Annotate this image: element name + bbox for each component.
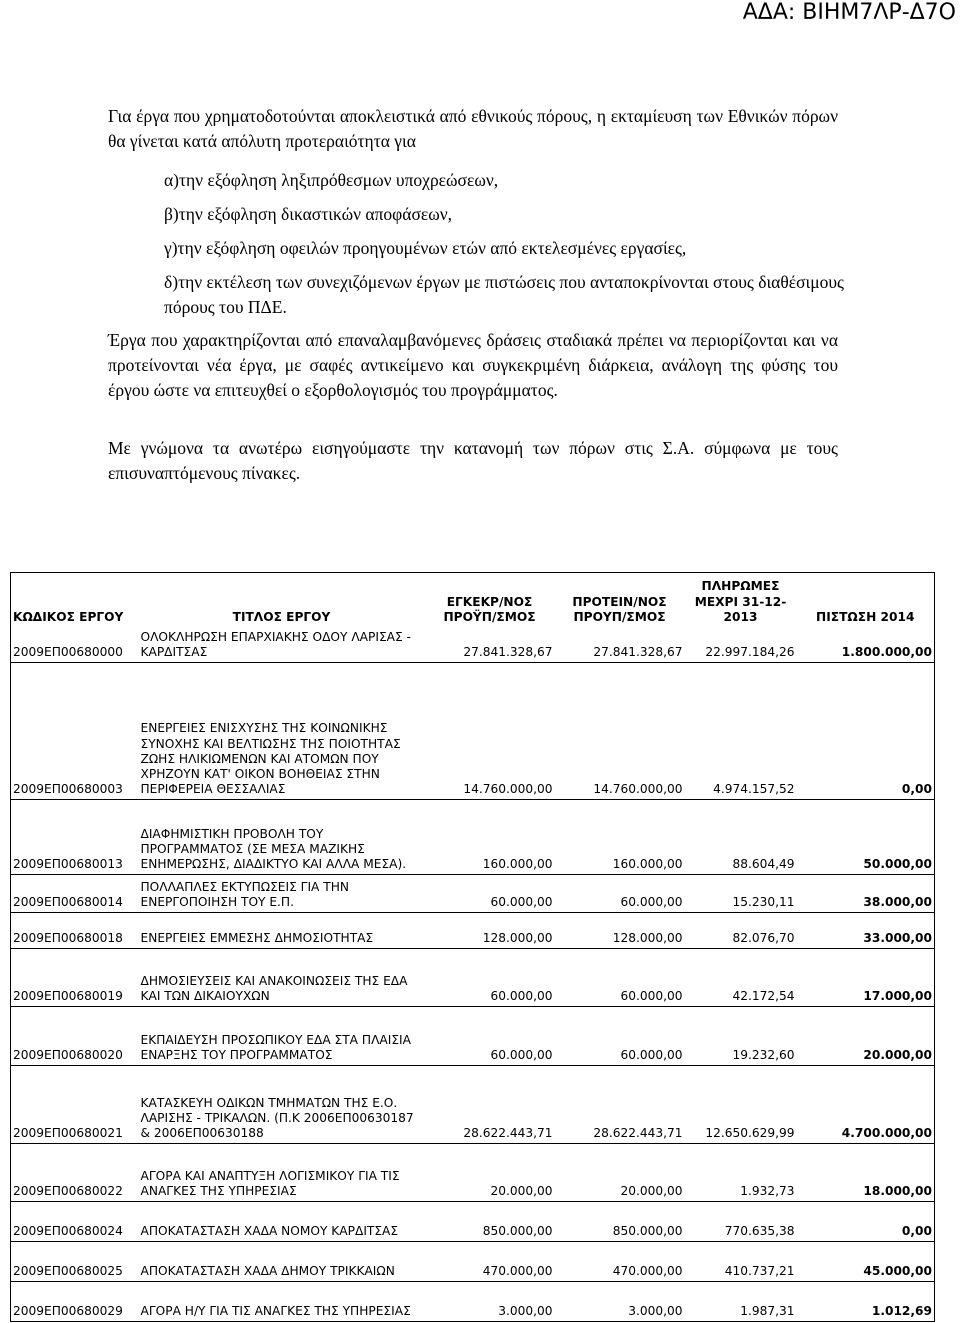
row-proposed: 470.000,00 — [555, 1241, 685, 1281]
row-approved: 3.000,00 — [425, 1281, 555, 1321]
intro-paragraph — [108, 104, 838, 154]
row-credit: 38.000,00 — [797, 874, 935, 912]
row-title: ΕΝΕΡΓΕΙΕΣ ΕΝΙΣΧΥΣΗΣ ΤΗΣ ΚΟΙΝΩΝΙΚΗΣ ΣΥΝΟΧΗΣ ΚΑΙ ΒΕΛΤΙΩΣΗΣ ΤΗΣ ΠΟΙΟΤΗΤΑΣ ΖΩΗΣ ΗΛΙΚΙΩΜΕΝΩΝ ΚΑΙ ΑΤΟΜΩΝ ΠΟΥ ΧΡΗΖΟΥΝ ΚΑΤ' ΟΙΚΟΝ ΒΟΗΘΕΙΑΣ ΣΤΗΝ ΠΕΡΙΦΕΡΕΙΑ ΘΕΣΣΑΛΙΑΣ — [139, 662, 425, 799]
row-code: 2009ΕΠ00680020 — [11, 1006, 139, 1065]
table-row — [11, 1281, 935, 1321]
row-proposed: 60.000,00 — [555, 948, 685, 1006]
projects-table — [10, 572, 935, 1322]
row-approved: 60.000,00 — [425, 948, 555, 1006]
row-code: 2009ΕΠ00680025 — [11, 1241, 139, 1281]
row-proposed: 14.760.000,00 — [555, 662, 685, 799]
row-payments: 82.076,70 — [685, 912, 797, 948]
row-proposed: 160.000,00 — [555, 799, 685, 874]
row-title: ΔΙΑΦΗΜΙΣΤΙΚΗ ΠΡΟΒΟΛΗ ΤΟΥ ΠΡΟΓΡΑΜΜΑΤΟΣ (ΣΕ ΜΕΣΑ ΜΑΖΙΚΗΣ ΕΝΗΜΕΡΩΣΗΣ, ΔΙΑΔΙΚΤΥΟ ΚΑΙ ΑΛΛΑ ΜΕΣΑ). — [139, 799, 425, 874]
list-item-c: γ)την εξόφληση οφειλών προηγουμένων ετών από εκτελεσμένες εργασίες, — [164, 238, 687, 258]
row-title: ΕΚΠΑΙΔΕΥΣΗ ΠΡΟΣΩΠΙΚΟΥ ΕΔΑ ΣΤΑ ΠΛΑΙΣΙΑ ΕΝΑΡΞΗΣ ΤΟΥ ΠΡΟΓΡΑΜΜΑΤΟΣ — [139, 1006, 425, 1065]
row-code: 2009ΕΠ00680000 — [13, 645, 123, 660]
row-approved: 128.000,00 — [425, 912, 555, 948]
row-payments: 1.932,73 — [685, 1143, 797, 1201]
row-code: 2009ΕΠ00680018 — [11, 912, 139, 948]
row-approved: 20.000,00 — [425, 1143, 555, 1201]
paragraph-proposal — [108, 436, 838, 486]
table-row — [11, 874, 935, 912]
row-title: ΟΛΟΚΛΗΡΩΣΗ ΕΠΑΡΧΙΑΚΗΣ ΟΔΟΥ ΛΑΡΙΣΑΣ - ΚΑΡΔΙΤΣΑΣ — [140, 630, 411, 660]
row-code: 2009ΕΠ00680021 — [11, 1065, 139, 1143]
list-item-a: α)την εξόφληση ληξιπρόθεσμων υποχρεώσεων, — [164, 170, 499, 190]
row-title: ΑΓΟΡΑ ΚΑΙ ΑΝΑΠΤΥΞΗ ΛΟΓΙΣΜΙΚΟΥ ΓΙΑ ΤΙΣ ΑΝΑΓΚΕΣ ΤΗΣ ΥΠΗΡΕΣΙΑΣ — [139, 1143, 425, 1201]
ada-code: ΑΔΑ: ΒΙΗΜ7ΛΡ-Δ7Ο — [742, 0, 956, 25]
row-credit: 1.012,69 — [797, 1281, 935, 1321]
table-row — [11, 626, 935, 662]
header-code: ΚΩΔΙΚΟΣ ΕΡΓΟΥ — [11, 573, 139, 627]
row-proposed: 60.000,00 — [555, 1006, 685, 1065]
row-payments: 42.172,54 — [685, 948, 797, 1006]
list-item-d: δ)την εκτέλεση των συνεχιζόμενων έργων με πιστώσεις που ανταποκρίνονται στους διαθέσιμους πόρους του ΠΔΕ. — [164, 272, 844, 317]
row-proposed: 28.622.443,71 — [555, 1065, 685, 1143]
row-title: ΔΗΜΟΣΙΕΥΣΕΙΣ ΚΑΙ ΑΝΑΚΟΙΝΩΣΕΙΣ ΤΗΣ ΕΔΑ ΚΑΙ ΤΩΝ ΔΙΚΑΙΟΥΧΩΝ — [139, 948, 425, 1006]
row-title: ΑΠΟΚΑΤΑΣΤΑΣΗ ΧΑΔΑ ΔΗΜΟΥ ΤΡΙΚΚΑΙΩΝ — [139, 1241, 425, 1281]
row-payments: 22.997.184,26 — [705, 645, 795, 660]
row-credit: 0,00 — [797, 662, 935, 799]
paragraph-2-text: Έργα που χαρακτηρίζονται από επαναλαμβανόμενες δράσεις σταδιακά πρέπει να περιορίζονται και να προτείνονται νέα έργα, με σαφές αντικείμενο και συγκεκριμένη διάρκεια, ανάλογη της φύσης του έργου ώστε να επιτευχθεί ο εξορθολογισμός του προγράμματος. — [108, 330, 838, 400]
row-payments: 1.987,31 — [685, 1281, 797, 1321]
row-credit: 45.000,00 — [797, 1241, 935, 1281]
row-code: 2009ΕΠ00680029 — [11, 1281, 139, 1321]
row-proposed: 20.000,00 — [555, 1143, 685, 1201]
row-title: ΑΠΟΚΑΤΑΣΤΑΣΗ ΧΑΔΑ ΝΟΜΟΥ ΚΑΡΔΙΤΣΑΣ — [139, 1201, 425, 1241]
row-credit: 0,00 — [797, 1201, 935, 1241]
row-approved: 14.760.000,00 — [425, 662, 555, 799]
row-code: 2009ΕΠ00680024 — [11, 1201, 139, 1241]
paragraph-repeated-actions — [108, 328, 838, 403]
row-credit: 4.700.000,00 — [797, 1065, 935, 1143]
list-item-b: β)την εξόφληση δικαστικών αποφάσεων, — [164, 204, 453, 224]
row-approved: 28.622.443,71 — [425, 1065, 555, 1143]
row-credit: 17.000,00 — [797, 948, 935, 1006]
row-approved: 60.000,00 — [425, 1006, 555, 1065]
row-code: 2009ΕΠ00680019 — [11, 948, 139, 1006]
row-approved: 850.000,00 — [425, 1201, 555, 1241]
table-row — [11, 1143, 935, 1201]
row-credit: 20.000,00 — [797, 1006, 935, 1065]
row-code: 2009ΕΠ00680013 — [11, 799, 139, 874]
row-payments: 19.232,60 — [685, 1006, 797, 1065]
row-title: ΚΑΤΑΣΚΕΥΗ ΟΔΙΚΩΝ ΤΜΗΜΑΤΩΝ ΤΗΣ Ε.Ο. ΛΑΡΙΣΗΣ - ΤΡΙΚΑΛΩΝ. (Π.Κ 2006ΕΠ00630187 & 2006ΕΠ00630188 — [139, 1065, 425, 1143]
row-proposed: 3.000,00 — [555, 1281, 685, 1321]
row-payments: 410.737,21 — [685, 1241, 797, 1281]
row-payments: 4.974.157,52 — [685, 662, 797, 799]
table-row — [11, 912, 935, 948]
row-payments: 15.230,11 — [685, 874, 797, 912]
row-payments: 770.635,38 — [685, 1201, 797, 1241]
row-approved: 60.000,00 — [425, 874, 555, 912]
row-code: 2009ΕΠ00680003 — [11, 662, 139, 799]
row-payments: 88.604,49 — [685, 799, 797, 874]
row-credit: 50.000,00 — [797, 799, 935, 874]
header-approved: ΕΓΚΕΚΡ/ΝΟΣ ΠΡΟΫΠ/ΣΜΟΣ — [425, 573, 555, 627]
table-row — [11, 1201, 935, 1241]
table-row — [11, 1006, 935, 1065]
row-code: 2009ΕΠ00680014 — [11, 874, 139, 912]
row-proposed: 27.841.328,67 — [593, 645, 683, 660]
row-credit: 33.000,00 — [797, 912, 935, 948]
table-row — [11, 1065, 935, 1143]
paragraph-3-text: Με γνώμονα τα ανωτέρω εισηγούμαστε την κατανομή των πόρων στις Σ.Α. σύμφωνα με τους επισυναπτόμενους πίνακες. — [108, 438, 838, 483]
table-row — [11, 1241, 935, 1281]
row-proposed: 60.000,00 — [555, 874, 685, 912]
header-proposed: ΠΡΟΤΕΙΝ/ΝΟΣ ΠΡΟΥΠ/ΣΜΟΣ — [555, 573, 685, 627]
table-row — [11, 799, 935, 874]
row-code: 2009ΕΠ00680022 — [11, 1143, 139, 1201]
row-title: ΠΟΛΛΑΠΛΕΣ ΕΚΤΥΠΩΣΕΙΣ ΓΙΑ ΤΗΝ ΕΝΕΡΓΟΠΟΙΗΣΗ ΤΟΥ Ε.Π. — [139, 874, 425, 912]
row-proposed: 850.000,00 — [555, 1201, 685, 1241]
table-row — [11, 948, 935, 1006]
table-row — [11, 662, 935, 799]
row-credit: 1.800.000,00 — [841, 645, 932, 660]
row-payments: 12.650.629,99 — [685, 1065, 797, 1143]
row-approved: 27.841.328,67 — [463, 645, 553, 660]
header-payments: ΠΛΗΡΩΜΕΣ ΜΕΧΡΙ 31-12-2013 — [685, 573, 797, 627]
row-title: ΑΓΟΡΑ Η/Υ ΓΙΑ ΤΙΣ ΑΝΑΓΚΕΣ ΤΗΣ ΥΠΗΡΕΣΙΑΣ — [139, 1281, 425, 1321]
header-title: ΤΙΤΛΟΣ ΕΡΓΟΥ — [139, 573, 425, 627]
row-title: ΕΝΕΡΓΕΙΕΣ ΕΜΜΕΣΗΣ ΔΗΜΟΣΙΟΤΗΤΑΣ — [139, 912, 425, 948]
row-credit: 18.000,00 — [797, 1143, 935, 1201]
row-proposed: 128.000,00 — [555, 912, 685, 948]
header-credit: ΠΙΣΤΩΣΗ 2014 — [797, 573, 935, 627]
intro-text: Για έργα που χρηματοδοτούνται αποκλειστικά από εθνικούς πόρους, η εκταμίευση των Εθνικών πόρων θα γίνεται κατά απόλυτη προτεραιότητα για — [108, 106, 838, 151]
row-approved: 160.000,00 — [425, 799, 555, 874]
row-approved: 470.000,00 — [425, 1241, 555, 1281]
table-header-row — [11, 573, 935, 627]
